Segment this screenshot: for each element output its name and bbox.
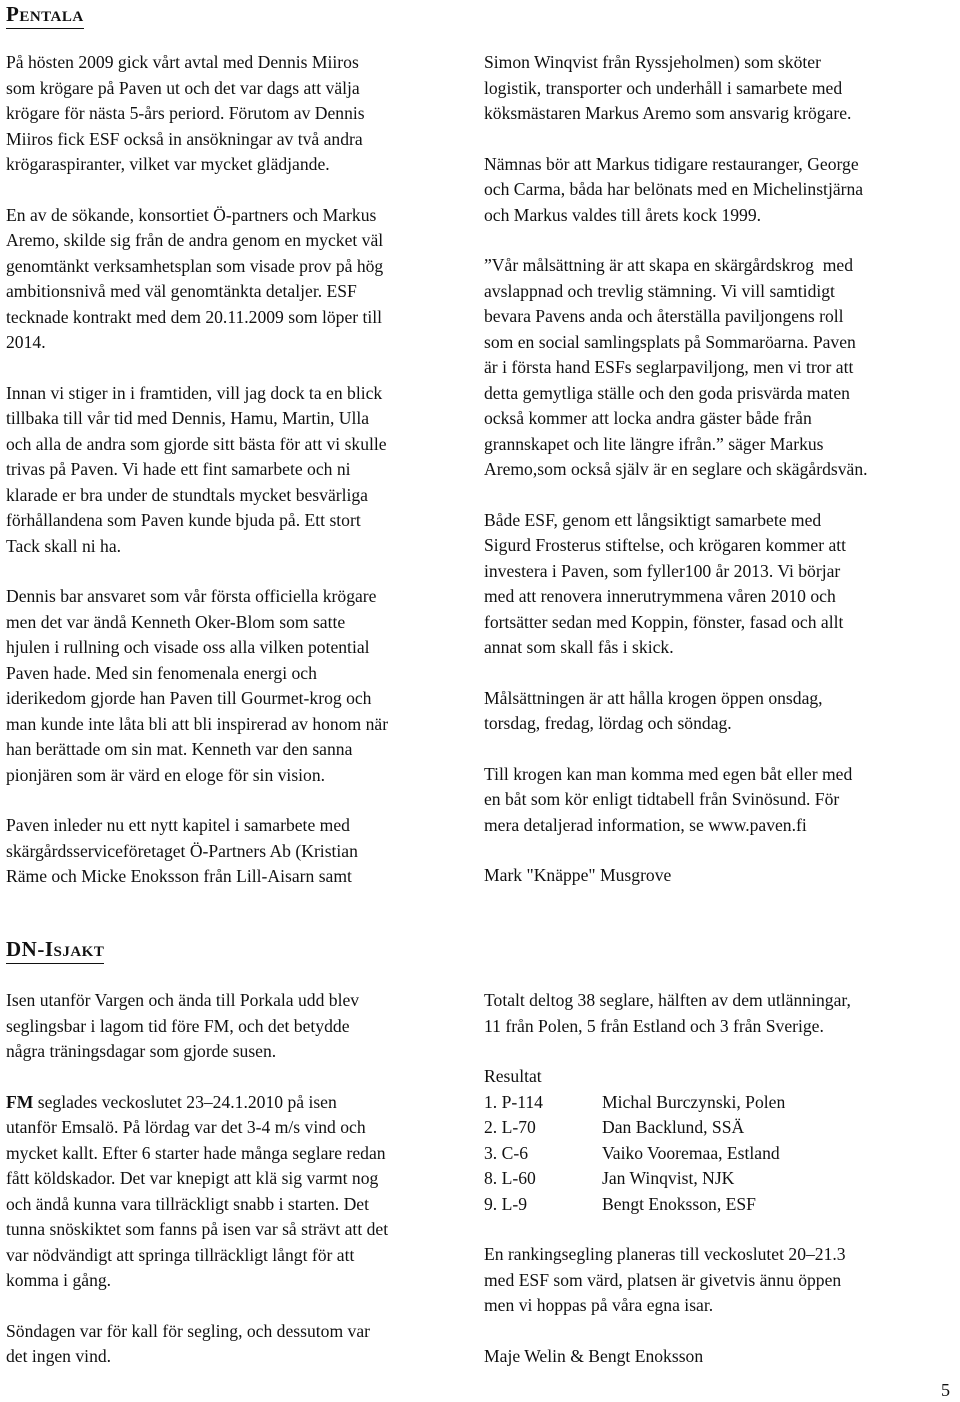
text-line: Aremo,som också själv är en seglare och skägårdsvän. (484, 459, 868, 479)
text-line: Paven hade. Med sin fenomenala energi och (6, 662, 317, 683)
text-line: avslappnad och trevlig stämning. Vi vill samtidigt (484, 280, 835, 301)
text-line: köksmästaren Markus Aremo som ansvarig krögare. (484, 103, 852, 123)
result-name: Vaiko Vooremaa, Estland (602, 1142, 780, 1163)
heading-underline (6, 28, 84, 29)
text-line: komma i gång. (6, 1270, 112, 1290)
result-position: 8. L-60 (484, 1168, 536, 1188)
paragraph (6, 988, 480, 1065)
text-line: genomtänkt verksamhetsplan som visade prov på hög (6, 255, 384, 276)
text-line: Miiros fick ESF också in ansökningar av två andra (6, 128, 363, 149)
result-name: Bengt Enoksson, ESF (602, 1193, 756, 1214)
paragraph (6, 203, 480, 356)
text-line: Maje Welin & Bengt Enoksson (484, 1345, 704, 1366)
text-line: Söndagen var för kall för segling, och dessutom var (6, 1320, 371, 1341)
pentala-left-column (6, 50, 480, 915)
paragraph (484, 1242, 956, 1319)
text-line: förhållandena som Paven kunde bjuda på. Ett stort (6, 510, 361, 530)
text-line: Till krogen kan man komma med egen båt eller med (484, 763, 853, 784)
text-line: tillbaka till vår tid med Dennis, Hamu, Martin, Ulla (6, 408, 370, 428)
text-line: var nödvändigt att springa tillräckligt långt för att (6, 1244, 355, 1265)
result-row (484, 1192, 956, 1218)
section-heading-dn-isjakt (6, 937, 104, 962)
result-position: 3. C-6 (484, 1142, 528, 1163)
text-line: hjulen i rullning och visade oss alla vilken potential (6, 637, 370, 657)
page-number: 5 (941, 1380, 950, 1400)
text-line: Tack skall ni ha. (6, 535, 122, 556)
paragraph (484, 152, 956, 229)
text-line: det ingen vind. (6, 1346, 112, 1366)
text-line: FM seglades veckoslutet 23–24.1.2010 på isen (6, 1091, 337, 1112)
text-line: Målsättningen är att hålla krogen öppen onsdag, (484, 687, 823, 708)
text-line: skärgårdsserviceföretaget Ö-Partners Ab (Kristian (6, 840, 358, 861)
text-line: annat som skall fås i skick. (484, 637, 674, 657)
paragraph (484, 762, 956, 839)
text-line: seglingsbar i lagom tid före FM, och det betydde (6, 1015, 350, 1036)
text-line: Aremo, skilde sig från de andra genom en mycket väl (6, 230, 384, 250)
text-line: är i första hand ESFs seglarpaviljong, men vi tror att (484, 357, 854, 377)
result-name: Michal Burczynski, Polen (602, 1091, 786, 1112)
text-line: utanför Emsalö. På lördag var det 3-4 m/s vind och (6, 1117, 366, 1137)
text-line: och alla de andra som gjorde sitt bästa för att vi skulle (6, 433, 387, 454)
result-row (484, 1141, 956, 1167)
text-line: Sigurd Frosterus stiftelse, och krögaren kommer att (484, 535, 847, 555)
text-line: och ändå kunna vara tillräckligt snabb i starten. Det (6, 1193, 369, 1214)
text-line: torsdag, fredag, lördag och söndag. (484, 713, 732, 733)
text-line: som krögare på Paven ut och det var dags att välja (6, 77, 360, 98)
text-line: Simon Winqvist från Ryssjeholmen) som sköter (484, 52, 821, 72)
text-line: bevara Pavens anda och återställa paviljongens roll (484, 306, 844, 326)
paragraph (484, 863, 956, 889)
paragraph (484, 50, 956, 127)
text-line: som en social samlingsplats på Sommaröarna. Paven (484, 331, 856, 352)
text-line: och Carma, båda har belönats med en Michelinstjärna (484, 179, 864, 199)
paragraph (484, 253, 956, 483)
text-line: och Markus valdes till årets kock 1999. (484, 204, 762, 225)
result-row (484, 1090, 956, 1116)
heading-initial: DN-I (6, 937, 54, 961)
text-line: pionjären som är värd en eloge för sin vision. (6, 764, 326, 785)
text-line: han berättade om sin mat. Kenneth var den sanna (6, 739, 353, 759)
text-line: Dennis bar ansvaret som vår första officiella krögare (6, 586, 377, 606)
text-line: krögare för nästa 5-års periord. Förutom av Dennis (6, 103, 365, 123)
text-line: med ESF som värd, platsen är givetvis ännu öppen (484, 1269, 842, 1290)
text-line: men vi hoppas på våra egna isar. (484, 1295, 714, 1315)
paragraph (6, 813, 480, 890)
text-line: logistik, transporter och underhåll i samarbete med (484, 77, 843, 98)
text-line: med att renovera innerutrymmena våren 2010 och (484, 586, 836, 606)
text-line: Paven inleder nu ett nytt kapitel i samarbete med (6, 815, 350, 835)
text-line: Totalt deltog 38 seglare, hälften av dem utlänningar, (484, 990, 851, 1010)
text-line: detta gemytliga ställe och den goda prisvärda maten (484, 382, 850, 403)
heading-rest: SJAKT (53, 944, 105, 960)
heading-initial: P (6, 2, 20, 26)
text-line: 11 från Polen, 5 från Estland och 3 från Sverige. (484, 1015, 824, 1036)
text-line: tunna snöskiktet som fanns på isen var så strävt att det (6, 1219, 389, 1239)
text-line: klarade er bra under de stundtals mycket besvärliga (6, 484, 368, 505)
results-table (484, 1064, 956, 1217)
text-line: En av de sökande, konsortiet Ö-partners och Markus (6, 204, 377, 225)
paragraph (484, 508, 956, 661)
text-line: En rankingsegling planeras till veckoslutet 20–21.3 (484, 1244, 846, 1264)
paragraph (6, 584, 480, 788)
text-line: fortsätter sedan med Koppin, fönster, fasad och allt (484, 611, 844, 632)
text-line: På hösten 2009 gick vårt avtal med Dennis Miiros (6, 52, 359, 72)
paragraph (484, 686, 956, 737)
pentala-right-column (484, 50, 956, 914)
text-line: 2014. (6, 332, 46, 352)
result-name: Dan Backlund, SSÄ (602, 1117, 745, 1137)
text-line: grannskapet och lite längre ifrån.” säger Markus (484, 433, 824, 454)
text-line: trivas på Paven. Vi hade ett fint samarbete och ni (6, 459, 351, 479)
paragraph (484, 1344, 956, 1370)
text-line: men det var ändå Kenneth Oker-Blom som satte (6, 611, 346, 632)
paragraph (484, 988, 956, 1039)
result-row (484, 1115, 956, 1141)
result-position: 2. L-70 (484, 1117, 536, 1137)
text-line: också kommer att locka andra gäster både från (484, 408, 812, 428)
paragraph (6, 1319, 480, 1370)
text-line: några träningsdagar som gjorde susen. (6, 1041, 277, 1061)
text-line: Både ESF, genom ett långsiktigt samarbete med (484, 509, 822, 530)
result-position: 1. P-114 (484, 1091, 543, 1112)
bold-term: FM (6, 1091, 34, 1112)
dn-right-column (484, 988, 956, 1394)
paragraph (6, 1090, 480, 1294)
heading-rest: ENTALA (19, 9, 84, 25)
paragraph (6, 50, 480, 178)
result-row (484, 1166, 956, 1192)
text-line: krögaraspiranter, vilket var mycket glädjande. (6, 154, 330, 174)
text-line: Innan vi stiger in i framtiden, vill jag dock ta en blick (6, 382, 383, 403)
text-line: mycket kallt. Efter 6 starter hade många seglare redan (6, 1142, 386, 1163)
text-line: ambitionsnivå med väl genomtänkta detaljer. ESF (6, 281, 357, 301)
text-line: man kunde inte låta bli att bli inspirerad av honom när (6, 713, 389, 734)
text-line: Mark "Knäppe" Musgrove (484, 865, 672, 885)
dn-left-column (6, 988, 480, 1395)
result-name: Jan Winqvist, NJK (602, 1168, 735, 1188)
text-line: en båt som kör enligt tidtabell från Svinösund. För (484, 789, 840, 809)
paragraph (6, 381, 480, 560)
text-line: Isen utanför Vargen och ända till Porkala udd blev (6, 990, 360, 1010)
text-line: fått köldskador. Det var knepigt att klä sig varmt nog (6, 1168, 379, 1188)
text-line: investera i Paven, som fyller100 år 2013. Vi börjar (484, 560, 841, 581)
text-line: mera detaljerad information, se www.paven.fi (484, 814, 807, 835)
text-line: Nämnas bör att Markus tidigare restauranger, George (484, 153, 859, 174)
text-line: iderikedom gjorde han Paven till Gourmet-krog och (6, 688, 372, 708)
text-line: tecknade kontrakt med dem 20.11.2009 som löper till (6, 306, 383, 327)
heading-underline (6, 963, 104, 964)
results-label: Resultat (484, 1066, 542, 1086)
text-line: ”Vår målsättning är att skapa en skärgårdskrog med (484, 255, 854, 275)
result-position: 9. L-9 (484, 1193, 527, 1214)
text-line: Räme och Micke Enoksson från Lill-Aisarn samt (6, 866, 352, 886)
section-heading-pentala (6, 2, 84, 27)
